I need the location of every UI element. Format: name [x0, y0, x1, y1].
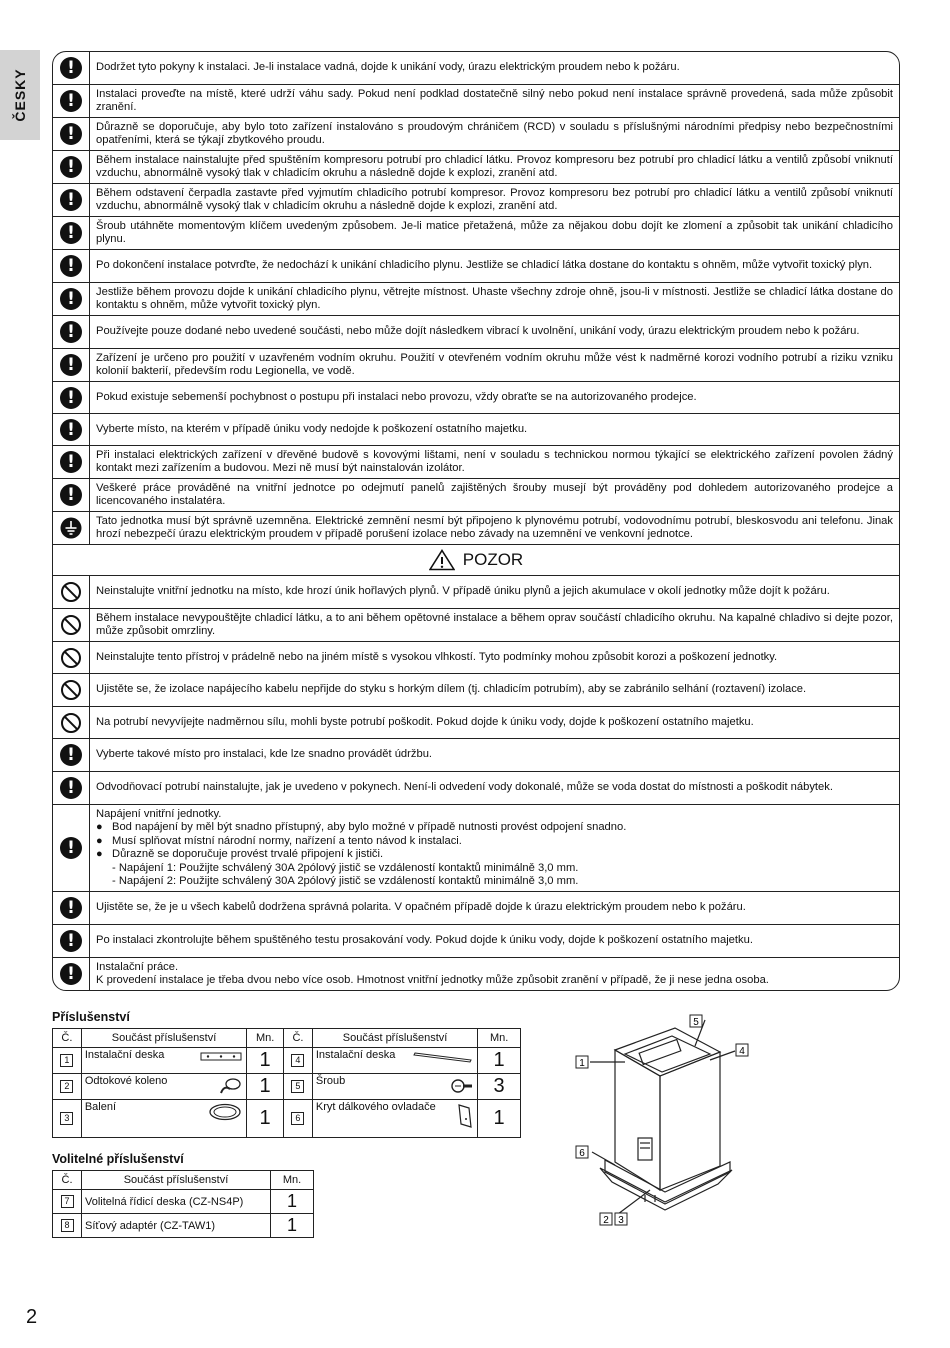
item-name: Síťový adaptér (CZ-TAW1): [82, 1214, 271, 1238]
prohibited-icon: [53, 642, 90, 673]
power-title: Napájení vnitřní jednotky.: [96, 807, 222, 820]
accessories-header: Č.: [53, 1029, 82, 1048]
item-name: Šroub: [315, 1075, 346, 1087]
exclamation-icon: !: [53, 805, 90, 891]
diagram-label-2: 2: [603, 1215, 609, 1226]
accessories-title: Příslušenství: [52, 1010, 130, 1024]
item-illustration: [218, 1077, 242, 1100]
exclamation-icon: !: [53, 118, 90, 150]
accessory-row: [53, 1100, 521, 1138]
install-work-text: K provedení instalace je třeba dvou nebo více osob. Hmotnost vnitřní jednotky může způsobit zranění v případě, že ji nese jedna osoba.: [96, 974, 769, 986]
warning-row: [53, 414, 899, 446]
warning-triangle-icon: [429, 549, 455, 571]
diagram-label-3: 3: [618, 1215, 624, 1226]
exclamation-icon: !: [53, 892, 90, 924]
warning-row: [53, 446, 899, 479]
optional-header: Č.: [53, 1171, 82, 1190]
warning-row: [53, 609, 899, 642]
optional-accessories-table: [52, 1170, 314, 1238]
warning-table: [52, 51, 900, 991]
item-number: 1: [60, 1054, 73, 1067]
optional-header: Součást příslušenství: [82, 1171, 271, 1190]
item-name: Instalační deska: [315, 1049, 396, 1061]
warning-row: [53, 151, 899, 184]
page-number: 2: [26, 1306, 38, 1328]
exclamation-icon: !: [53, 479, 90, 511]
warning-text: Během instalace nainstalujte před spuštěním kompresoru potrubí pro chladicí látku. Provoz kompresoru bez potrubí pro chladicí látku a ventilů způsobí vniknutí vzduchu, abnormálně vysoký tlak v chladicím okruhu a následně dojde k explozi, zranění atd.: [96, 153, 893, 179]
item-number: 8: [61, 1219, 74, 1232]
warning-row: [53, 512, 899, 545]
warning-text: Veškeré práce prováděné na vnitřní jednotce po odejmutí panelů zajištěných šrouby musejí být prováděny pod dohledem autorizovaného prodejce a licencovaného instalatéra.: [96, 481, 893, 507]
prohibited-icon: [53, 674, 90, 706]
exclamation-icon: !: [53, 52, 90, 84]
installation-work-row: [53, 958, 899, 990]
power-sub-item: - Napájení 2: Použijte schválený 30A 2pólový jistič se vzdáleností kontaktů minimálně 3,0 mm.: [112, 875, 579, 887]
warning-text: Neinstalujte vnitřní jednotku na místo, kde hrozí únik hořlavých plynů. V případě úniku plynů a jejich akumulace v okolí jednotky může dojít k požáru.: [96, 585, 830, 598]
warning-row: [53, 739, 899, 772]
accessory-row: [53, 1048, 521, 1074]
exclamation-icon: !: [53, 382, 90, 413]
warning-text: Jestliže během provozu dojde k unikání chladicího plynu, větrejte místnost. Uhaste všechny zdroje ohně, jsou-li v místnosti. Jestliže se chladicí látka dostane do kontaktu s ohněm, může vytvořit toxický plyn.: [96, 285, 893, 311]
exclamation-icon: !: [53, 283, 90, 315]
warning-text: Ujistěte se, že je u všech kabelů dodržena správná polarita. V opačném případě dojde k úrazu elektrickým proudem nebo k požáru.: [96, 901, 746, 914]
optional-row: [53, 1190, 314, 1214]
item-quantity: 1: [247, 1100, 284, 1138]
exclamation-icon: !: [53, 739, 90, 771]
exclamation-icon: !: [53, 217, 90, 249]
warning-row: [53, 118, 899, 151]
exclamation-icon: !: [53, 772, 90, 804]
accessories-header: Součást příslušenství: [81, 1029, 246, 1048]
warning-text: Ujistěte se, že izolace napájecího kabelu nepřijde do styku s horkým dílem (tj. chladicím potrubím), aby se zabránilo selhání (roztavení) izolace.: [96, 683, 807, 696]
exclamation-icon: !: [53, 414, 90, 445]
diagram-label-4: 4: [739, 1046, 745, 1057]
item-quantity: 1: [271, 1214, 314, 1238]
warning-row: [53, 85, 899, 118]
item-number: 6: [291, 1112, 304, 1125]
warning-text: Zařízení je určeno pro použití v uzavřeném vodním okruhu. Použití v otevřeném vodním okruhu může vést k nadměrné korozi vodního potrubí a riziku vzniku kolonií bakterií, především rodu Legionella, ve vodě.: [96, 351, 893, 377]
item-quantity: 3: [478, 1074, 521, 1100]
caution-title: POZOR: [462, 550, 524, 569]
item-number: 2: [60, 1080, 73, 1093]
accessories-header: Č.: [284, 1029, 313, 1048]
warning-row: [53, 925, 899, 958]
exclamation-icon: !: [53, 250, 90, 282]
item-illustration: [208, 1103, 242, 1124]
warning-text: Při instalaci elektrických zařízení v dřevěné budově s kovovými lištami, není v souladu s technickou normou týkající se elektrického zařízení povolen žádný kontakt mezi zařízením a budovou. Mezi ně musí být nainstalován izolátor.: [96, 448, 893, 474]
warning-row: [53, 674, 899, 707]
exclamation-icon: !: [53, 316, 90, 348]
diagram-label-6: 6: [579, 1148, 585, 1159]
accessories-table: [52, 1028, 521, 1138]
item-name: Balení: [84, 1101, 117, 1113]
accessory-row: [53, 1074, 521, 1100]
item-quantity: 1: [478, 1100, 521, 1138]
unit-package-diagram: [570, 1010, 760, 1235]
item-illustration: [413, 1051, 473, 1066]
warning-row: [53, 52, 899, 85]
power-bullet: ● Bod napájení by měl být snadno přístupný, aby bylo možné v případě nutnosti provést odpojení snadno.: [96, 821, 893, 835]
warning-text: Tato jednotka musí být správně uzemněna. Elektrické zemnění nesmí být připojeno k plynovému potrubí, vodovodnímu potrubí, bleskosvodu ani telefonu. Jinak hrozí nebezpečí úrazu elektrickým proudem v případě porušení izolace nebo závady na uzemnění ve venkovní jednotce.: [96, 514, 893, 540]
language-tab: [0, 50, 40, 140]
item-name: Kryt dálkového ovladače: [315, 1101, 436, 1113]
exclamation-icon: !: [53, 958, 90, 990]
diagram-label-1: 1: [579, 1058, 585, 1069]
accessories-header: Součást příslušenství: [312, 1029, 477, 1048]
warning-text: Důrazně se doporučuje, aby bylo toto zařízení instalováno s proudovým chráničem (RCD) v souladu s příslušnými národními předpisy nebo bezpečnostními opatřeními, která se týkají zbytkového proudu.: [96, 120, 893, 146]
power-bullet: ● Důrazně se doporučuje provést trvalé připojení k jističi.: [96, 848, 893, 862]
warning-text: Během odstavení čerpadla zastavte před vyjmutím chladicího potrubí kompresor. Provoz kompresoru bez potrubí pro chladicí látku a ventilů způsobí vniknutí vzduchu, abnormálně vysoký tlak v chladicím okruhu a následně dojde k explozi, zranění atd.: [96, 186, 893, 212]
warning-text: Po instalaci zkontrolujte během spuštěného testu prosakování vody. Pokud dojde k úniku vody, dojde k poškození ostatního majetku.: [96, 934, 753, 947]
warning-row: [53, 892, 899, 925]
warning-text: Neinstalujte tento přístroj v prádelně nebo na jiném místě s vysokou vlhkostí. Tyto podmínky mohou způsobit korozi a poškození jednotky.: [96, 650, 778, 663]
warning-row: [53, 283, 899, 316]
diagram-label-5: 5: [693, 1017, 699, 1028]
caution-header: [53, 545, 899, 576]
item-quantity: 1: [478, 1048, 521, 1074]
item-number: 3: [60, 1112, 73, 1125]
warning-row: [53, 382, 899, 414]
warning-text: Odvodňovací potrubí nainstalujte, jak je uvedeno v pokynech. Není-li odvedení vody dokonalé, může se voda dostat do místnosti a poškodit nábytek.: [96, 781, 833, 794]
warning-row: [53, 250, 899, 283]
exclamation-icon: !: [53, 446, 90, 478]
warning-text: Používejte pouze dodané nebo uvedené součásti, nebo může dojít následkem vibrací k uvolnění, unikání vody, úrazu elektrickým proudem nebo k požáru.: [96, 325, 860, 338]
item-quantity: 1: [247, 1074, 284, 1100]
item-number: 4: [291, 1054, 304, 1067]
item-number: 5: [291, 1080, 304, 1093]
item-quantity: 1: [247, 1048, 284, 1074]
power-supply-row: [53, 805, 899, 892]
warning-row: [53, 642, 899, 674]
item-illustration: [451, 1077, 473, 1098]
prohibited-icon: [53, 576, 90, 608]
optional-row: [53, 1214, 314, 1238]
exclamation-icon: !: [53, 184, 90, 216]
exclamation-icon: !: [53, 85, 90, 117]
warning-text: Během instalace nevypouštějte chladicí látku, a to ani během opětovné instalace a během oprav součástí chladicího okruhu. Na kapalné chladivo si dejte pozor, může způsobit omrzliny.: [96, 611, 893, 637]
optional-accessories-title: Volitelné příslušenství: [52, 1152, 184, 1166]
warning-text: Vyberte místo, na kterém v případě úniku vody nedojde k poškození ostatního majetku.: [96, 422, 528, 435]
prohibited-icon: [53, 707, 90, 738]
warning-text: Na potrubí nevyvíjejte nadměrnou sílu, mohli byste potrubí poškodit. Pokud dojde k úniku vody, dojde k poškození ostatního majetku.: [96, 715, 754, 728]
warning-text: Šroub utáhněte momentovým klíčem uvedeným způsobem. Je-li matice přetažená, může za nějakou dobu dojít ke zlomení a způsobit tak unikání chladicího plynu.: [96, 219, 893, 245]
accessories-header: Mn.: [478, 1029, 521, 1048]
item-name: Volitelná řídicí deska (CZ-NS4P): [82, 1190, 271, 1214]
optional-header: Mn.: [271, 1171, 314, 1190]
warning-row: [53, 349, 899, 382]
item-illustration: [457, 1103, 473, 1132]
warning-row: [53, 772, 899, 805]
warning-row: [53, 184, 899, 217]
warning-row: [53, 316, 899, 349]
install-work-title: Instalační práce.: [96, 960, 179, 973]
item-number: 7: [61, 1195, 74, 1208]
item-name: Instalační deska: [84, 1049, 165, 1061]
warning-row: [53, 479, 899, 512]
language-tab-label: ČESKY: [12, 68, 28, 122]
warning-row: [53, 576, 899, 609]
prohibited-icon: [53, 609, 90, 641]
warning-text: Po dokončení instalace potvrďte, že nedochází k unikání chladicího plynu. Jestliže se chladicí látka dostane do kontaktu s ohněm, může vytvořit toxický plyn.: [96, 259, 873, 272]
exclamation-icon: !: [53, 925, 90, 957]
power-bullet: ● Musí splňovat místní národní normy, nařízení a tento návod k instalaci.: [96, 835, 893, 849]
warning-text: Dodržet tyto pokyny k instalaci. Je-li instalace vadná, dojde k unikání vody, úrazu elektrickým proudem nebo k požáru.: [96, 61, 680, 74]
power-sub-item: - Napájení 1: Použijte schválený 30A 2pólový jistič se vzdáleností kontaktů minimálně 3,0 mm.: [112, 861, 579, 874]
warning-row: [53, 217, 899, 250]
item-name: Odtokové koleno: [84, 1075, 168, 1087]
ground-icon: [53, 512, 90, 544]
warning-text: Vyberte takové místo pro instalaci, kde lze snadno provádět údržbu.: [96, 748, 433, 761]
accessories-header: Mn.: [247, 1029, 284, 1048]
exclamation-icon: !: [53, 151, 90, 183]
warning-text: Instalaci proveďte na místě, které udrží váhu sady. Pokud není podklad dostatečně silný nebo pokud není instalace správně provedená, sada může způsobit zranění.: [96, 87, 893, 113]
item-quantity: 1: [271, 1190, 314, 1214]
warning-text: Pokud existuje sebemenší pochybnost o postupu při instalaci nebo provozu, vždy obraťte se na autorizovaného prodejce.: [96, 390, 697, 403]
exclamation-icon: !: [53, 349, 90, 381]
warning-row: [53, 707, 899, 739]
item-illustration: [200, 1051, 242, 1066]
